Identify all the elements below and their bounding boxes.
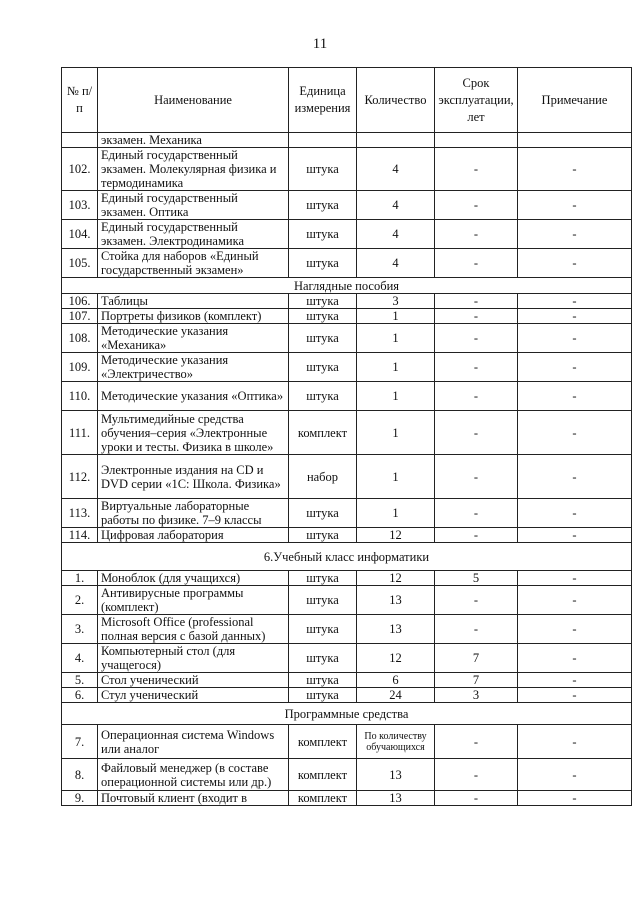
item-name: Почтовый клиент (входит в xyxy=(98,791,289,806)
row-number: 103. xyxy=(62,191,98,220)
item-name: Электронные издания на CD и DVD серии «1С: Школа. Физика» xyxy=(98,455,289,499)
item-unit: штука xyxy=(289,353,357,382)
row-number: 113. xyxy=(62,499,98,528)
item-service-life: - xyxy=(435,455,518,499)
item-note: - xyxy=(518,571,632,586)
item-note: - xyxy=(518,309,632,324)
table-row xyxy=(62,353,632,382)
item-name: экзамен. Механика xyxy=(98,133,289,148)
table-row xyxy=(62,586,632,615)
row-number: 5. xyxy=(62,673,98,688)
table-row xyxy=(62,148,632,191)
header-num: № п/п xyxy=(62,68,98,133)
item-note: - xyxy=(518,673,632,688)
row-number: 108. xyxy=(62,324,98,353)
section-row xyxy=(62,278,632,294)
table-row xyxy=(62,309,632,324)
item-name: Файловый менеджер (в составе операционной системы или др.) xyxy=(98,759,289,791)
item-quantity: 4 xyxy=(357,220,435,249)
row-number: 107. xyxy=(62,309,98,324)
item-name: Портреты физиков (комплект) xyxy=(98,309,289,324)
item-unit: штука xyxy=(289,148,357,191)
item-name: Методические указания «Оптика» xyxy=(98,382,289,411)
item-unit: штука xyxy=(289,294,357,309)
item-name: Microsoft Office (professional полная версия с базой данных) xyxy=(98,615,289,644)
section-title: Наглядные пособия xyxy=(62,278,632,294)
item-note xyxy=(518,133,632,148)
page-number: 11 xyxy=(312,36,328,52)
table-row xyxy=(62,191,632,220)
section-title: Программные средства xyxy=(62,703,632,725)
item-quantity: 3 xyxy=(357,294,435,309)
item-note: - xyxy=(518,644,632,673)
item-name: Единый государственный экзамен. Молекулярная физика и термодинамика xyxy=(98,148,289,191)
item-note: - xyxy=(518,249,632,278)
header-name: Наименование xyxy=(98,68,289,133)
item-service-life: - xyxy=(435,191,518,220)
row-number: 3. xyxy=(62,615,98,644)
item-note: - xyxy=(518,791,632,806)
table-row xyxy=(62,688,632,703)
item-quantity: 4 xyxy=(357,249,435,278)
item-name: Компьютерный стол (для учащегося) xyxy=(98,644,289,673)
item-name: Виртуальные лабораторные работы по физике. 7–9 классы xyxy=(98,499,289,528)
row-number: 111. xyxy=(62,411,98,455)
row-number: 6. xyxy=(62,688,98,703)
table-row xyxy=(62,528,632,543)
item-unit: штука xyxy=(289,644,357,673)
item-unit: штука xyxy=(289,249,357,278)
item-quantity: 1 xyxy=(357,499,435,528)
table-row xyxy=(62,499,632,528)
item-service-life: - xyxy=(435,411,518,455)
item-note: - xyxy=(518,528,632,543)
item-unit: штука xyxy=(289,688,357,703)
table-row xyxy=(62,220,632,249)
section-row xyxy=(62,543,632,571)
item-name: Единый государственный экзамен. Электродинамика xyxy=(98,220,289,249)
item-service-life: - xyxy=(435,528,518,543)
section-title: 6.Учебный класс информатики xyxy=(62,543,632,571)
item-note: - xyxy=(518,615,632,644)
item-service-life: - xyxy=(435,615,518,644)
table-row xyxy=(62,324,632,353)
item-name: Таблицы xyxy=(98,294,289,309)
item-unit: штука xyxy=(289,499,357,528)
item-quantity: 1 xyxy=(357,455,435,499)
item-note: - xyxy=(518,499,632,528)
equipment-table xyxy=(61,67,632,806)
item-unit: штука xyxy=(289,615,357,644)
item-name: Операционная система Windows или аналог xyxy=(98,725,289,759)
item-name: Единый государственный экзамен. Оптика xyxy=(98,191,289,220)
item-unit xyxy=(289,133,357,148)
item-unit: набор xyxy=(289,455,357,499)
item-quantity: 13 xyxy=(357,615,435,644)
item-note: - xyxy=(518,294,632,309)
item-quantity: 1 xyxy=(357,411,435,455)
item-quantity: 12 xyxy=(357,528,435,543)
row-number: 9. xyxy=(62,791,98,806)
item-note: - xyxy=(518,725,632,759)
item-note: - xyxy=(518,148,632,191)
item-service-life: - xyxy=(435,309,518,324)
row-number: 7. xyxy=(62,725,98,759)
item-service-life: - xyxy=(435,148,518,191)
item-unit: комплект xyxy=(289,791,357,806)
item-note: - xyxy=(518,586,632,615)
item-quantity: 1 xyxy=(357,324,435,353)
item-service-life: - xyxy=(435,353,518,382)
item-quantity: По количеству обучающихся xyxy=(357,725,435,759)
item-quantity: 13 xyxy=(357,759,435,791)
item-name: Цифровая лаборатория xyxy=(98,528,289,543)
item-name: Методические указания «Механика» xyxy=(98,324,289,353)
item-quantity: 12 xyxy=(357,571,435,586)
table-row xyxy=(62,294,632,309)
item-note: - xyxy=(518,191,632,220)
item-unit: штука xyxy=(289,324,357,353)
item-service-life: 3 xyxy=(435,688,518,703)
header-life: Срок эксплуатации, лет xyxy=(435,68,518,133)
row-number xyxy=(62,133,98,148)
item-name: Стол ученический xyxy=(98,673,289,688)
table-row xyxy=(62,571,632,586)
table-row xyxy=(62,133,632,148)
item-service-life xyxy=(435,133,518,148)
item-quantity: 13 xyxy=(357,791,435,806)
table-row xyxy=(62,382,632,411)
item-quantity: 13 xyxy=(357,586,435,615)
table-row xyxy=(62,615,632,644)
item-service-life: - xyxy=(435,759,518,791)
table-body xyxy=(62,133,632,806)
item-service-life: - xyxy=(435,220,518,249)
item-unit: штука xyxy=(289,586,357,615)
item-service-life: 7 xyxy=(435,644,518,673)
table-row xyxy=(62,725,632,759)
item-quantity: 4 xyxy=(357,191,435,220)
item-note: - xyxy=(518,411,632,455)
item-unit: штука xyxy=(289,382,357,411)
item-name: Методические указания «Электричество» xyxy=(98,353,289,382)
item-service-life: - xyxy=(435,294,518,309)
item-quantity: 1 xyxy=(357,309,435,324)
item-unit: штука xyxy=(289,220,357,249)
item-note: - xyxy=(518,324,632,353)
item-quantity: 4 xyxy=(357,148,435,191)
item-note: - xyxy=(518,455,632,499)
header-qty: Количество xyxy=(357,68,435,133)
row-number: 110. xyxy=(62,382,98,411)
item-service-life: 7 xyxy=(435,673,518,688)
table-row xyxy=(62,791,632,806)
item-quantity: 24 xyxy=(357,688,435,703)
item-service-life: - xyxy=(435,791,518,806)
row-number: 114. xyxy=(62,528,98,543)
row-number: 8. xyxy=(62,759,98,791)
item-service-life: - xyxy=(435,324,518,353)
row-number: 2. xyxy=(62,586,98,615)
table-row xyxy=(62,759,632,791)
item-unit: штука xyxy=(289,309,357,324)
item-unit: штука xyxy=(289,528,357,543)
item-note: - xyxy=(518,382,632,411)
item-note: - xyxy=(518,353,632,382)
row-number: 109. xyxy=(62,353,98,382)
item-name: Моноблок (для учащихся) xyxy=(98,571,289,586)
header-unit: Единица измерения xyxy=(289,68,357,133)
item-name: Мультимедийные средства обучения–серия «Электронные уроки и тесты. Физика в школе» xyxy=(98,411,289,455)
item-service-life: - xyxy=(435,725,518,759)
item-service-life: - xyxy=(435,382,518,411)
header-note: Примечание xyxy=(518,68,632,133)
item-service-life: - xyxy=(435,586,518,615)
table-row xyxy=(62,673,632,688)
item-name: Антивирусные программы (комплект) xyxy=(98,586,289,615)
item-quantity: 6 xyxy=(357,673,435,688)
item-name: Стойка для наборов «Единый государственный экзамен» xyxy=(98,249,289,278)
item-note: - xyxy=(518,220,632,249)
item-quantity: 1 xyxy=(357,353,435,382)
item-unit: штука xyxy=(289,571,357,586)
row-number: 104. xyxy=(62,220,98,249)
item-name: Стул ученический xyxy=(98,688,289,703)
item-quantity: 12 xyxy=(357,644,435,673)
table-row xyxy=(62,644,632,673)
item-service-life: 5 xyxy=(435,571,518,586)
row-number: 105. xyxy=(62,249,98,278)
item-quantity: 1 xyxy=(357,382,435,411)
row-number: 106. xyxy=(62,294,98,309)
table-row xyxy=(62,249,632,278)
item-service-life: - xyxy=(435,249,518,278)
row-number: 1. xyxy=(62,571,98,586)
table-header-row xyxy=(62,68,632,133)
item-unit: штука xyxy=(289,673,357,688)
item-service-life: - xyxy=(435,499,518,528)
item-note: - xyxy=(518,759,632,791)
item-unit: комплект xyxy=(289,725,357,759)
item-unit: комплект xyxy=(289,411,357,455)
row-number: 102. xyxy=(62,148,98,191)
row-number: 4. xyxy=(62,644,98,673)
table-row xyxy=(62,411,632,455)
item-note: - xyxy=(518,688,632,703)
item-unit: штука xyxy=(289,191,357,220)
row-number: 112. xyxy=(62,455,98,499)
section-row xyxy=(62,703,632,725)
item-unit: комплект xyxy=(289,759,357,791)
table-row xyxy=(62,455,632,499)
item-quantity xyxy=(357,133,435,148)
